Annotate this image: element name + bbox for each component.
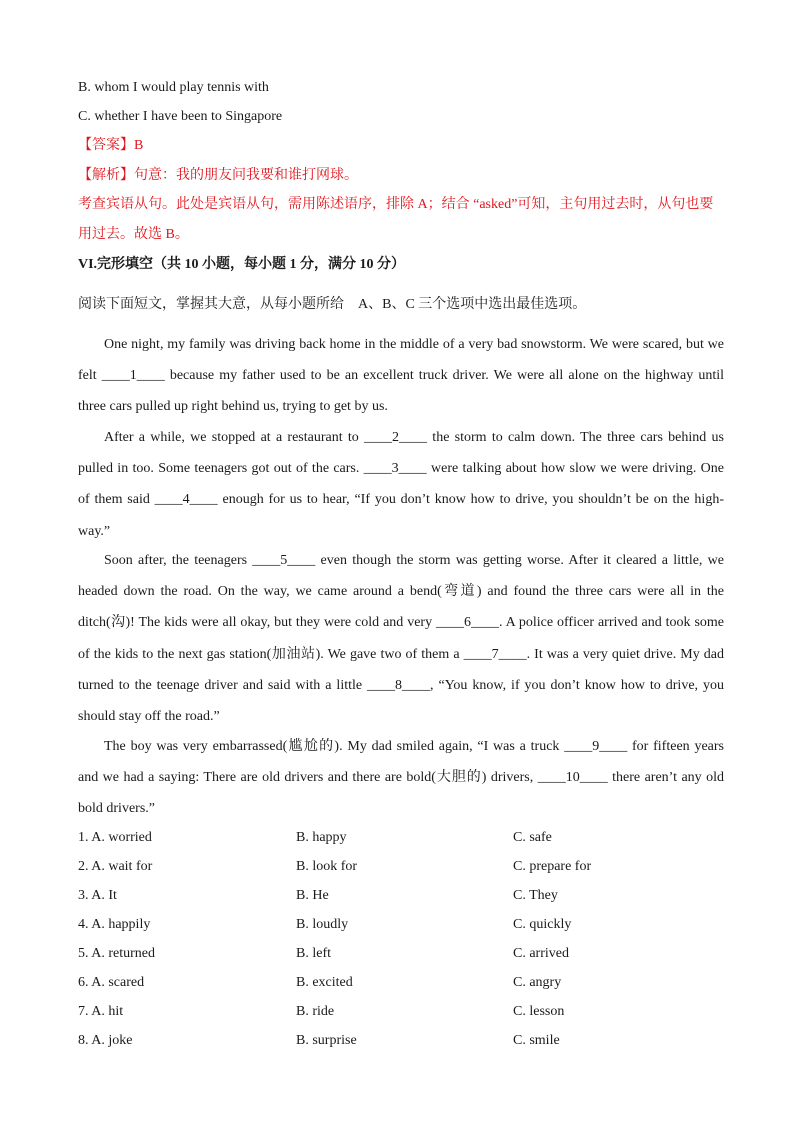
passage-line: felt ____1____ because my father used to be an excellent truck driver. We were all alone on the highway until xyxy=(78,368,724,384)
option-c: C. smile xyxy=(513,1033,560,1048)
option-b: B. left xyxy=(296,946,331,961)
passage-line: headed down the road. On the way, we came around a bend(弯道) and found the three cars were all in the xyxy=(78,584,724,600)
passage-line: way.” xyxy=(78,523,111,539)
analysis-meaning: 【解析】句意：我的朋友问我要和谁打网球。 xyxy=(78,168,358,183)
option-c: C. They xyxy=(513,888,558,903)
passage-paragraph-1 xyxy=(78,329,724,423)
passage-line: After a while, we stopped at a restaurant to ____2____ the storm to calm down. The three cars behind us xyxy=(104,430,724,445)
question-options-2 xyxy=(78,858,724,876)
passage-paragraph-4 xyxy=(78,731,724,825)
option-c: C. angry xyxy=(513,975,562,990)
passage-line: Soon after, the teenagers ____5____ even though the storm was getting worse. After it cleared a little, we xyxy=(104,553,724,568)
option-b: B. loudly xyxy=(296,917,349,932)
option-b: B. surprise xyxy=(296,1033,357,1048)
option-c-previous: C. whether I have been to Singapore xyxy=(78,109,283,124)
option-b: B. ride xyxy=(296,1004,335,1019)
passage-line: pulled in too. Some teenagers got out of the cars. ____3____ were talking about how slow we were driving. One xyxy=(78,461,724,477)
question-options-4 xyxy=(78,916,724,934)
question-options-5 xyxy=(78,945,724,963)
passage-line: should stay off the road.” xyxy=(78,709,220,725)
option-c: C. safe xyxy=(513,830,552,845)
option-b: B. happy xyxy=(296,830,347,845)
option-a: 6. A. scared xyxy=(78,975,145,990)
analysis-line-2: 用过去。故选 B。 xyxy=(78,227,189,242)
section-instruction: 阅读下面短文，掌握其大意，从每小题所给 A、B、C 三个选项中选出最佳选项。 xyxy=(78,297,587,312)
option-c: C. lesson xyxy=(513,1004,565,1019)
passage-line: and we had a saying: There are old drivers and there are bold(大胆的) drivers, ____10____ there aren’t any old xyxy=(78,770,724,786)
passage-line: turned to the teenage driver and said with a little ____8____, “You know, if you don’t know how to drive, you xyxy=(78,677,724,693)
answer-label: 【答案】B xyxy=(78,138,144,153)
question-options-6 xyxy=(78,974,724,992)
option-a: 8. A. joke xyxy=(78,1033,133,1048)
analysis-line-1: 考查宾语从句。此处是宾语从句，需用陈述语序，排除 A；结合 “asked”可知，主句用过去时，从句也要 xyxy=(78,197,714,212)
option-a: 4. A. happily xyxy=(78,917,151,932)
question-options-8 xyxy=(78,1032,724,1050)
passage-line: One night, my family was driving back home in the middle of a very bad snowstorm. We were scared, but we xyxy=(104,337,724,352)
passage-line: The boy was very embarrassed(尴尬的). My dad smiled again, “I was a truck ____9____ for fifteen years xyxy=(104,739,724,754)
option-c: C. prepare for xyxy=(513,859,592,874)
option-b-previous: B. whom I would play tennis with xyxy=(78,80,269,95)
question-options-1 xyxy=(78,829,724,847)
option-a: 7. A. hit xyxy=(78,1004,124,1019)
option-c: C. arrived xyxy=(513,946,569,961)
option-a: 2. A. wait for xyxy=(78,859,153,874)
question-options-7 xyxy=(78,1003,724,1021)
option-c: C. quickly xyxy=(513,917,572,932)
question-options-3 xyxy=(78,887,724,905)
passage-line: bold drivers.” xyxy=(78,801,155,817)
option-b: B. excited xyxy=(296,975,353,990)
option-a: 5. A. returned xyxy=(78,946,155,961)
option-b: B. look for xyxy=(296,859,358,874)
passage-paragraph-3 xyxy=(78,545,724,732)
section-title: VI.完形填空（共 10 小题，每小题 1 分，满分 10 分） xyxy=(78,257,406,272)
option-b: B. He xyxy=(296,888,329,903)
option-a: 1. A. worried xyxy=(78,830,152,845)
passage-line: of them said ____4____ enough for us to hear, “If you don’t know how to drive, you shouldn’t be on the high- xyxy=(78,492,724,508)
option-a: 3. A. It xyxy=(78,888,117,903)
passage-line: three cars pulled up right behind us, trying to get by us. xyxy=(78,399,388,415)
passage-line: ditch(沟)! The kids were all okay, but they were cold and very ____6____. A police officer arrived and took some xyxy=(78,615,724,631)
passage-line: of the kids to the next gas station(加油站). We gave two of them a ____7____. It was a very quiet drive. My dad xyxy=(78,646,724,662)
passage-paragraph-2 xyxy=(78,422,724,547)
